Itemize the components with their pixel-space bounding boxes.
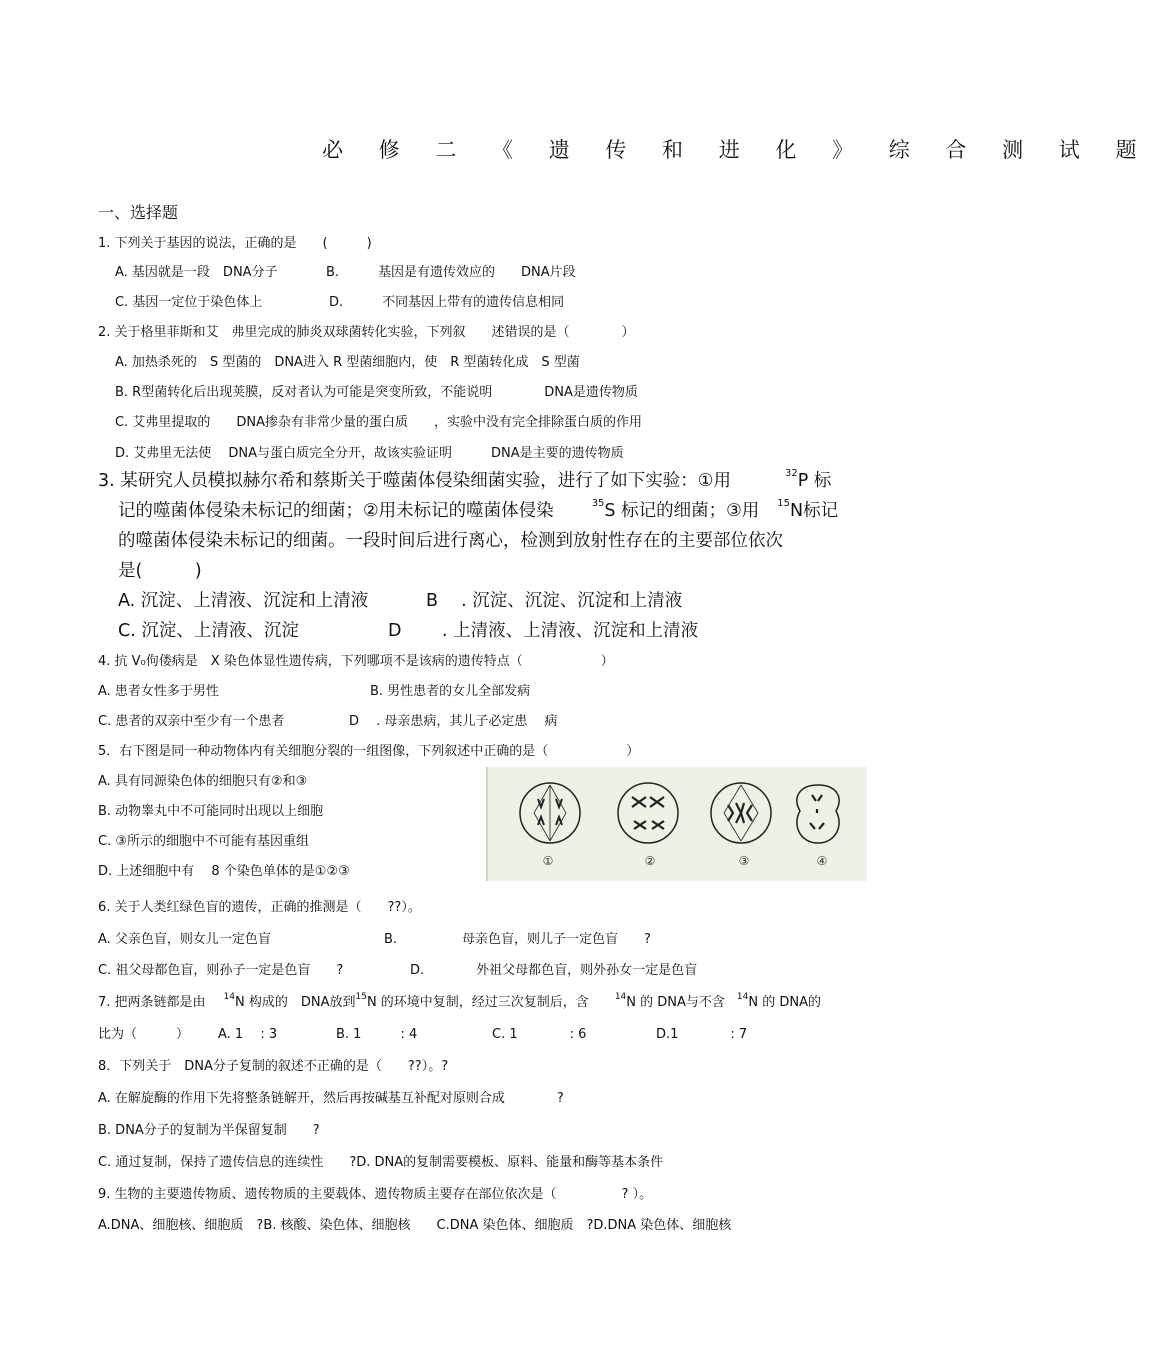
q3-line-4: 是( ) (118, 561, 202, 581)
cell-4-chromosomes (810, 795, 824, 829)
q3-line-3: 的噬菌体侵染未标记的细菌。一段时间后进行离心，检测到放射性存在的主要部位依次 (118, 531, 783, 551)
q2-option-b: B. R型菌转化后出现荚膜，反对者认为可能是突变所致，不能说明 DNA是遗传物质 (115, 385, 638, 400)
q4-option-b: B. 男性患者的女儿全部发病 (370, 684, 531, 699)
q8-option-a: A. 在解旋酶的作用下先将整条链解开，然后再按碱基互补配对原则合成 ? (98, 1091, 564, 1106)
q6-option-a: A. 父亲色盲，则女儿一定色盲 (98, 932, 271, 947)
cell-division-figure (486, 767, 867, 881)
q7-option-d: D.1 : 7 (656, 1027, 748, 1042)
q3-option-c: C. 沉淀、上清液、沉淀 (118, 621, 299, 641)
q3-line-2: 记的噬菌体侵染未标记的细菌；②用未标记的噬菌体侵染 $^{35}$S 标记的细菌；③用 $^{15}$N标记 (118, 498, 839, 521)
q5-option-b: B. 动物睾丸中不可能同时出现以上细胞 (98, 804, 324, 819)
q5-option-c: C. ③所示的细胞中不可能有基因重组 (98, 834, 309, 849)
q3-option-a: A. 沉淀、上清液、沉淀和上清液 (118, 591, 369, 611)
q7-stem: 7. 把两条链都是由 $^{14}$N 构成的 DNA放到$^{15}$N 的环境中复制，经过三次复制后，含 $^{14}$N 的 DNA与不含 $^{14}$N 的 DNA的 (98, 992, 821, 1010)
q6-stem: 6. 关于人类红绿色盲的遗传，正确的推测是（ ??）。 (98, 900, 421, 915)
q8-option-cd: C. 通过复制，保持了遗传信息的连续性 ?D. DNA的复制需要模板、原料、能量和酶等基本条件 (98, 1155, 664, 1170)
fig-label-1: ① (542, 854, 554, 868)
q2-option-c: C. 艾弗里提取的 DNA掺杂有非常少量的蛋白质 ，实验中没有完全排除蛋白质的作用 (115, 415, 642, 430)
cell-2-chromosomes (632, 797, 664, 829)
q4-option-c: C. 患者的双亲中至少有一个患者 (98, 714, 285, 729)
q1-option-b: B. 基因是有遗传效应的 DNA片段 (326, 265, 576, 280)
fig-label-2: ② (644, 854, 656, 868)
q1-stem: 1. 下列关于基因的说法，正确的是 ( ) (98, 236, 372, 251)
q2-stem: 2. 关于格里菲斯和艾 弗里完成的肺炎双球菌转化实验，下列叙 述错误的是（ ） (98, 325, 635, 340)
q7-line-2: 比为（ ） (98, 1027, 190, 1042)
q2-option-a: A. 加热杀死的 S 型菌的 DNA进入 R 型菌细胞内，使 R 型菌转化成 S 型菌 (115, 355, 580, 370)
q6-option-b: B. 母亲色盲，则儿子一定色盲 ? (384, 932, 651, 947)
q3-option-b: B . 沉淀、沉淀、沉淀和上清液 (426, 591, 683, 611)
q8-stem: 8．下列关于 DNA分子复制的叙述不正确的是（ ??）。? (98, 1059, 449, 1074)
q4-stem: 4. 抗 V₀佝偻病是 X 染色体显性遗传病，下列哪项不是该病的遗传特点（ ） (98, 654, 614, 669)
q2-option-d: D. 艾弗里无法使 DNA与蛋白质完全分开，故该实验证明 DNA是主要的遗传物质 (115, 446, 624, 461)
cell-4-outline (797, 785, 839, 843)
q1-option-c: C. 基因一定位于染色体上 (115, 295, 263, 310)
q6-option-c: C. 祖父母都色盲，则孙子一定是色盲 ? (98, 963, 344, 978)
q9-stem: 9. 生物的主要遗传物质、遗传物质的主要载体、遗传物质主要存在部位依次是（ ? ）。 (98, 1187, 653, 1202)
q6-option-d: D. 外祖父母都色盲，则外孙女一定是色盲 (410, 963, 698, 978)
q7-option-b: B. 1 : 4 (336, 1027, 418, 1042)
q3-line-1: 3. 某研究人员模拟赫尔希和蔡斯关于噬菌体侵染细菌实验，进行了如下实验：①用 $^{32}$P 标 (98, 468, 832, 491)
section-heading: 一、选择题 (98, 203, 179, 222)
page-title: 必 修 二 《 遗 传 和 进 化 》 综 合 测 试 题 (322, 138, 1151, 162)
q8-option-b: B. DNA分子的复制为半保留复制 ? (98, 1123, 320, 1138)
q7-option-c: C. 1 : 6 (492, 1027, 587, 1042)
q5-stem: 5．右下图是同一种动物体内有关细胞分裂的一组图像，下列叙述中正确的是（ ） (98, 744, 640, 759)
q1-option-d: D. 不同基因上带有的遗传信息相同 (329, 295, 565, 310)
q4-option-d: D . 母亲患病，其儿子必定患 病 (349, 714, 558, 729)
q5-option-a: A. 具有同源染色体的细胞只有②和③ (98, 774, 308, 789)
cell-1-spindle (534, 785, 566, 841)
q7-option-a: A. 1 : 3 (218, 1027, 278, 1042)
cell-2-outline (618, 783, 678, 843)
q1-option-a: A. 基因就是一段 DNA分子 (115, 265, 278, 280)
fig-label-4: ④ (816, 854, 828, 868)
q3-option-d: D . 上清液、上清液、沉淀和上清液 (388, 621, 699, 641)
q5-option-d: D. 上述细胞中有 8 个染色单体的是①②③ (98, 864, 350, 879)
q4-option-a: A. 患者女性多于男性 (98, 684, 219, 699)
cell-3-chromosomes (728, 803, 752, 823)
q9-options: A.DNA、细胞核、细胞质 ?B. 核酸、染色体、细胞核 C.DNA 染色体、细胞质 ?D.DNA 染色体、细胞核 (98, 1218, 732, 1233)
fig-label-3: ③ (738, 854, 750, 868)
